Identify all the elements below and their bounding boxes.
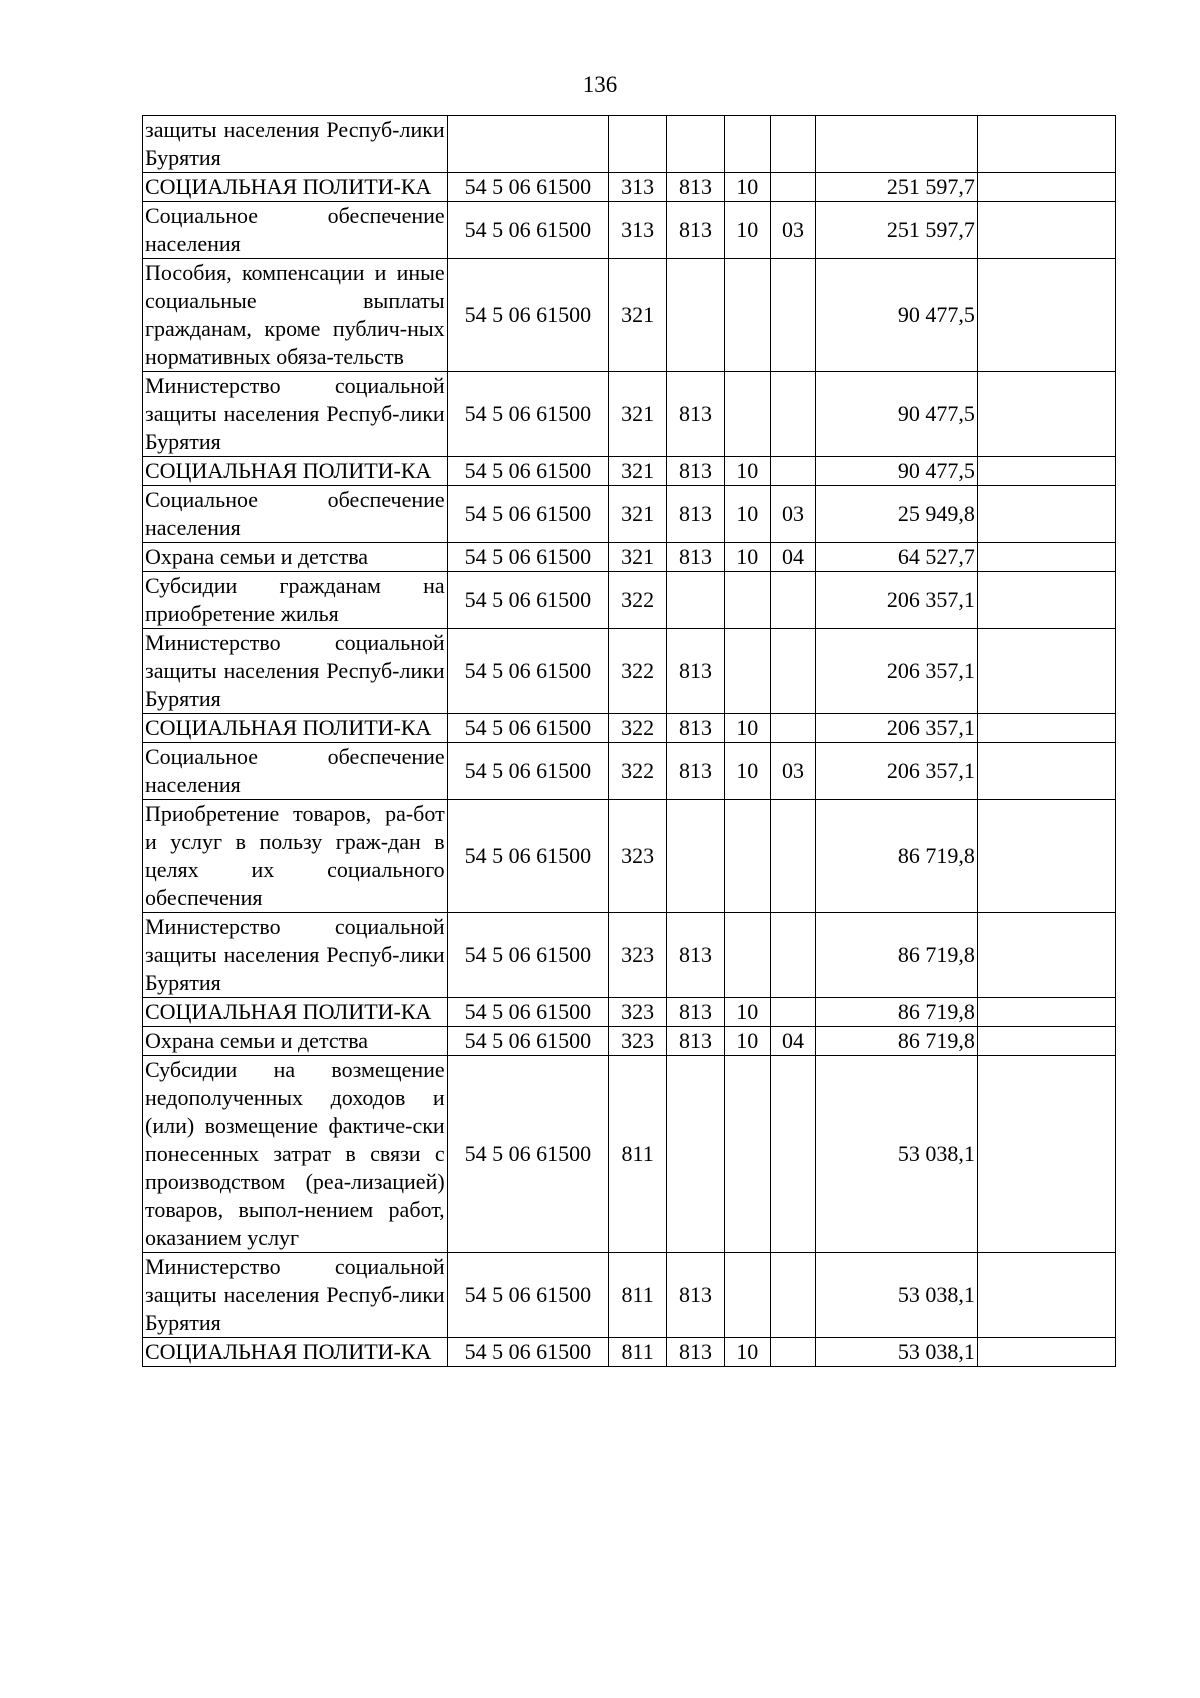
cell-target-code: 54 5 06 61500 bbox=[447, 1338, 608, 1367]
cell-expense-type: 321 bbox=[609, 259, 667, 372]
cell-amount: 25 949,8 bbox=[816, 486, 977, 543]
cell-target-code: 54 5 06 61500 bbox=[447, 543, 608, 572]
cell-amount: 53 038,1 bbox=[816, 1338, 977, 1367]
table-row bbox=[143, 116, 1116, 173]
cell-name: Субсидии гражданам на приобретение жилья bbox=[143, 572, 448, 629]
cell-empty bbox=[977, 629, 1115, 714]
cell-amount: 206 357,1 bbox=[816, 629, 977, 714]
cell-subsection bbox=[770, 259, 816, 372]
cell-amount: 53 038,1 bbox=[816, 1056, 977, 1253]
cell-ministry-code: 813 bbox=[667, 1027, 725, 1056]
cell-amount: 90 477,5 bbox=[816, 457, 977, 486]
cell-name: СОЦИАЛЬНАЯ ПОЛИТИ-КА bbox=[143, 998, 448, 1027]
cell-empty bbox=[977, 743, 1115, 800]
cell-subsection: 04 bbox=[770, 543, 816, 572]
cell-ministry-code bbox=[667, 116, 725, 173]
cell-name: Министерство социальной защиты населения Респуб-лики Бурятия bbox=[143, 629, 448, 714]
cell-amount: 90 477,5 bbox=[816, 259, 977, 372]
cell-section: 10 bbox=[724, 202, 770, 259]
cell-name: Министерство социальной защиты населения Респуб-лики Бурятия bbox=[143, 372, 448, 457]
cell-target-code: 54 5 06 61500 bbox=[447, 913, 608, 998]
cell-subsection: 03 bbox=[770, 743, 816, 800]
cell-ministry-code: 813 bbox=[667, 1338, 725, 1367]
cell-target-code: 54 5 06 61500 bbox=[447, 372, 608, 457]
cell-ministry-code: 813 bbox=[667, 743, 725, 800]
cell-empty bbox=[977, 259, 1115, 372]
cell-name: защиты населения Респуб-лики Бурятия bbox=[143, 116, 448, 173]
cell-empty bbox=[977, 116, 1115, 173]
cell-expense-type: 323 bbox=[609, 1027, 667, 1056]
cell-section: 10 bbox=[724, 457, 770, 486]
cell-amount: 53 038,1 bbox=[816, 1253, 977, 1338]
cell-expense-type: 321 bbox=[609, 457, 667, 486]
table-row bbox=[143, 1027, 1116, 1056]
cell-name: Министерство социальной защиты населения Респуб-лики Бурятия bbox=[143, 913, 448, 998]
table-row bbox=[143, 202, 1116, 259]
table-row bbox=[143, 714, 1116, 743]
cell-ministry-code: 813 bbox=[667, 543, 725, 572]
cell-empty bbox=[977, 372, 1115, 457]
cell-name: Охрана семьи и детства bbox=[143, 543, 448, 572]
cell-section: 10 bbox=[724, 1338, 770, 1367]
cell-subsection bbox=[770, 629, 816, 714]
cell-subsection bbox=[770, 1338, 816, 1367]
cell-section: 10 bbox=[724, 998, 770, 1027]
table-row bbox=[143, 259, 1116, 372]
cell-section: 10 bbox=[724, 173, 770, 202]
table-row bbox=[143, 629, 1116, 714]
table-row bbox=[143, 572, 1116, 629]
cell-section bbox=[724, 116, 770, 173]
cell-empty bbox=[977, 1056, 1115, 1253]
table-row bbox=[143, 486, 1116, 543]
cell-section: 10 bbox=[724, 1027, 770, 1056]
cell-subsection: 03 bbox=[770, 486, 816, 543]
cell-expense-type: 811 bbox=[609, 1056, 667, 1253]
cell-section: 10 bbox=[724, 543, 770, 572]
cell-target-code: 54 5 06 61500 bbox=[447, 629, 608, 714]
cell-amount: 64 527,7 bbox=[816, 543, 977, 572]
page-number: 136 bbox=[582, 72, 618, 97]
cell-section: 10 bbox=[724, 743, 770, 800]
cell-section bbox=[724, 1056, 770, 1253]
cell-section: 10 bbox=[724, 714, 770, 743]
cell-section bbox=[724, 1253, 770, 1338]
cell-ministry-code: 813 bbox=[667, 457, 725, 486]
cell-empty bbox=[977, 913, 1115, 998]
cell-target-code: 54 5 06 61500 bbox=[447, 202, 608, 259]
cell-target-code: 54 5 06 61500 bbox=[447, 800, 608, 913]
cell-section: 10 bbox=[724, 486, 770, 543]
cell-empty bbox=[977, 998, 1115, 1027]
cell-ministry-code: 813 bbox=[667, 173, 725, 202]
cell-target-code: 54 5 06 61500 bbox=[447, 259, 608, 372]
cell-ministry-code: 813 bbox=[667, 372, 725, 457]
cell-empty bbox=[977, 173, 1115, 202]
cell-target-code: 54 5 06 61500 bbox=[447, 714, 608, 743]
cell-subsection bbox=[770, 1253, 816, 1338]
cell-section bbox=[724, 372, 770, 457]
cell-name: СОЦИАЛЬНАЯ ПОЛИТИ-КА bbox=[143, 173, 448, 202]
cell-empty bbox=[977, 714, 1115, 743]
cell-target-code: 54 5 06 61500 bbox=[447, 1253, 608, 1338]
cell-expense-type: 313 bbox=[609, 173, 667, 202]
cell-empty bbox=[977, 572, 1115, 629]
cell-subsection bbox=[770, 714, 816, 743]
cell-expense-type: 321 bbox=[609, 486, 667, 543]
cell-empty bbox=[977, 1027, 1115, 1056]
cell-subsection bbox=[770, 800, 816, 913]
cell-amount: 86 719,8 bbox=[816, 1027, 977, 1056]
cell-empty bbox=[977, 1338, 1115, 1367]
budget-table-body bbox=[143, 116, 1116, 1367]
cell-name: Министерство социальной защиты населения Респуб-лики Бурятия bbox=[143, 1253, 448, 1338]
table-row bbox=[143, 1253, 1116, 1338]
table-row bbox=[143, 457, 1116, 486]
cell-amount: 206 357,1 bbox=[816, 714, 977, 743]
cell-amount: 90 477,5 bbox=[816, 372, 977, 457]
cell-expense-type: 323 bbox=[609, 800, 667, 913]
cell-target-code bbox=[447, 116, 608, 173]
cell-empty bbox=[977, 457, 1115, 486]
cell-expense-type bbox=[609, 116, 667, 173]
cell-name: Социальное обеспечение населения bbox=[143, 743, 448, 800]
cell-name: Охрана семьи и детства bbox=[143, 1027, 448, 1056]
table-row bbox=[143, 1056, 1116, 1253]
cell-amount: 86 719,8 bbox=[816, 998, 977, 1027]
cell-expense-type: 313 bbox=[609, 202, 667, 259]
cell-subsection bbox=[770, 116, 816, 173]
cell-name: СОЦИАЛЬНАЯ ПОЛИТИ-КА bbox=[143, 1338, 448, 1367]
cell-expense-type: 811 bbox=[609, 1338, 667, 1367]
cell-subsection bbox=[770, 372, 816, 457]
cell-target-code: 54 5 06 61500 bbox=[447, 1027, 608, 1056]
cell-amount bbox=[816, 116, 977, 173]
cell-name: Пособия, компенсации и иные социальные выплаты гражданам, кроме публич-ных нормативных обяза-тельств bbox=[143, 259, 448, 372]
cell-target-code: 54 5 06 61500 bbox=[447, 457, 608, 486]
cell-amount: 206 357,1 bbox=[816, 572, 977, 629]
cell-empty bbox=[977, 543, 1115, 572]
cell-name: Социальное обеспечение населения bbox=[143, 486, 448, 543]
cell-name: СОЦИАЛЬНАЯ ПОЛИТИ-КА bbox=[143, 714, 448, 743]
cell-empty bbox=[977, 202, 1115, 259]
cell-expense-type: 322 bbox=[609, 572, 667, 629]
cell-expense-type: 811 bbox=[609, 1253, 667, 1338]
cell-subsection bbox=[770, 913, 816, 998]
cell-target-code: 54 5 06 61500 bbox=[447, 1056, 608, 1253]
cell-ministry-code: 813 bbox=[667, 486, 725, 543]
cell-amount: 251 597,7 bbox=[816, 173, 977, 202]
cell-expense-type: 323 bbox=[609, 998, 667, 1027]
cell-amount: 206 357,1 bbox=[816, 743, 977, 800]
cell-name: Социальное обеспечение населения bbox=[143, 202, 448, 259]
cell-expense-type: 321 bbox=[609, 543, 667, 572]
cell-subsection: 04 bbox=[770, 1027, 816, 1056]
cell-target-code: 54 5 06 61500 bbox=[447, 173, 608, 202]
cell-expense-type: 322 bbox=[609, 714, 667, 743]
cell-expense-type: 322 bbox=[609, 743, 667, 800]
cell-section bbox=[724, 629, 770, 714]
cell-ministry-code: 813 bbox=[667, 714, 725, 743]
cell-empty bbox=[977, 800, 1115, 913]
cell-amount: 86 719,8 bbox=[816, 800, 977, 913]
table-row bbox=[143, 998, 1116, 1027]
cell-subsection: 03 bbox=[770, 202, 816, 259]
cell-expense-type: 323 bbox=[609, 913, 667, 998]
cell-ministry-code: 813 bbox=[667, 1253, 725, 1338]
table-row bbox=[143, 173, 1116, 202]
table-row bbox=[143, 913, 1116, 998]
cell-section bbox=[724, 259, 770, 372]
cell-subsection bbox=[770, 1056, 816, 1253]
table-row bbox=[143, 372, 1116, 457]
table-row bbox=[143, 800, 1116, 913]
cell-amount: 86 719,8 bbox=[816, 913, 977, 998]
cell-subsection bbox=[770, 998, 816, 1027]
cell-name: Субсидии на возмещение недополученных доходов и (или) возмещение фактиче-ски понесенных затрат в связи с производством (реа-лизацией) товаров, выпол-нением работ, оказанием услуг bbox=[143, 1056, 448, 1253]
cell-section bbox=[724, 572, 770, 629]
cell-expense-type: 322 bbox=[609, 629, 667, 714]
cell-amount: 251 597,7 bbox=[816, 202, 977, 259]
cell-target-code: 54 5 06 61500 bbox=[447, 486, 608, 543]
cell-ministry-code bbox=[667, 1056, 725, 1253]
cell-subsection bbox=[770, 457, 816, 486]
cell-ministry-code bbox=[667, 572, 725, 629]
cell-empty bbox=[977, 486, 1115, 543]
cell-empty bbox=[977, 1253, 1115, 1338]
budget-table bbox=[142, 115, 1116, 1367]
cell-ministry-code: 813 bbox=[667, 629, 725, 714]
cell-ministry-code bbox=[667, 259, 725, 372]
cell-name: Приобретение товаров, ра-бот и услуг в пользу граж-дан в целях их социального обеспечения bbox=[143, 800, 448, 913]
table-row bbox=[143, 543, 1116, 572]
cell-subsection bbox=[770, 173, 816, 202]
cell-expense-type: 321 bbox=[609, 372, 667, 457]
cell-target-code: 54 5 06 61500 bbox=[447, 572, 608, 629]
cell-ministry-code: 813 bbox=[667, 202, 725, 259]
cell-ministry-code: 813 bbox=[667, 998, 725, 1027]
cell-target-code: 54 5 06 61500 bbox=[447, 998, 608, 1027]
table-row bbox=[143, 1338, 1116, 1367]
cell-ministry-code bbox=[667, 800, 725, 913]
cell-subsection bbox=[770, 572, 816, 629]
cell-target-code: 54 5 06 61500 bbox=[447, 743, 608, 800]
cell-ministry-code: 813 bbox=[667, 913, 725, 998]
cell-name: СОЦИАЛЬНАЯ ПОЛИТИ-КА bbox=[143, 457, 448, 486]
cell-section bbox=[724, 800, 770, 913]
table-row bbox=[143, 743, 1116, 800]
cell-section bbox=[724, 913, 770, 998]
